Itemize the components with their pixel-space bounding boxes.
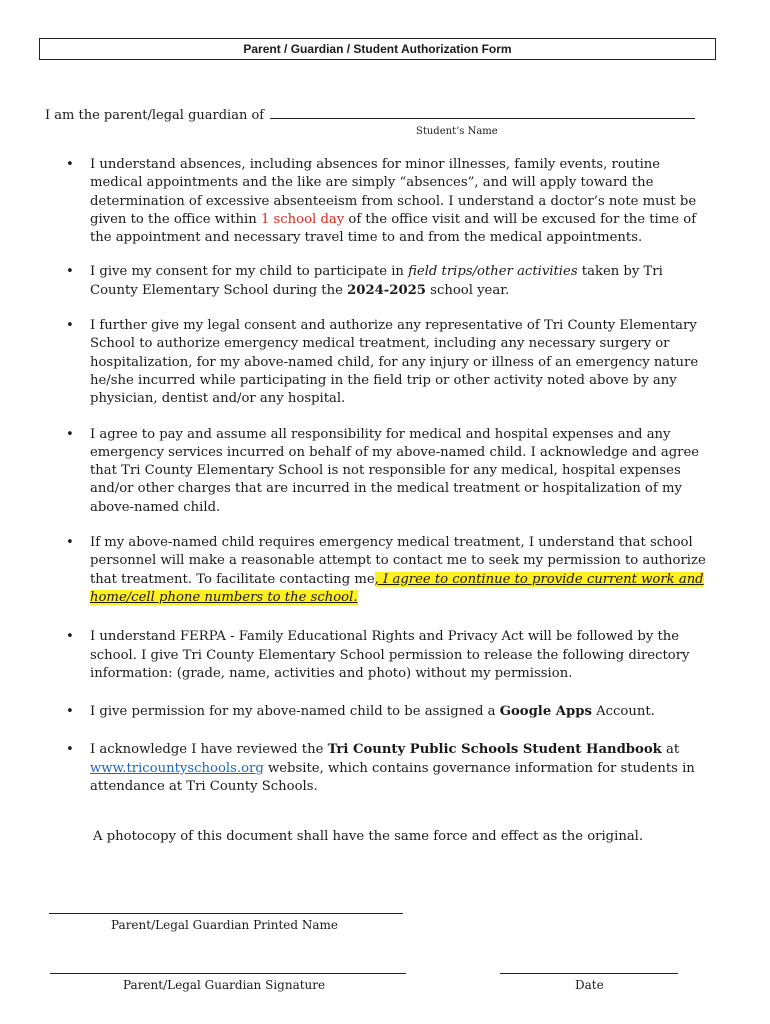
signature-label: Parent/Legal Guardian Signature [123,978,326,992]
form-title [39,38,716,60]
intro-text: I am the parent/legal guardian of [45,108,265,123]
handbook-title: Tri County Public Schools Student Handbook [327,742,662,758]
school-website-link[interactable]: www.tricountyschools.org [90,760,264,776]
field-trips-emphasis: field trips/other activities [408,264,578,280]
list-item: • I understand FERPA - Family Educational Rights and Privacy Act will be followed by the school. I give Tri County Elementary School permission to release the following directory information: (grade, name, activities and photo) without my permission. [63,628,713,683]
deadline-highlight: 1 school day [260,211,345,227]
list-item: • I further give my legal consent and authorize any representative of Tri County Elementary School to authorize emergency medical treatment, including any necessary surgery or hospitalization, for my above-named child, for any injury or illness of an emergency nature he/she incurred while participating in the field trip or other activity noted above by any physician, dentist and/or any hospital. [63,317,713,408]
printed-name-line[interactable] [49,913,403,914]
printed-name-label: Parent/Legal Guardian Printed Name [111,918,339,932]
list-item: • I understand absences, including absences for minor illnesses, family events, routine medical appointments and the like are simply “absences”, and will apply toward the determination of excessive absenteeism from school. I understand a doctor’s note must be given to the office within 1 school day of the office visit and will be excused for the time of the appointment and necessary travel time to and from the medical appointments. [63,156,713,247]
form-title-text: Parent / Guardian / Student Authorization Form [243,42,512,56]
list-item: • I acknowledge I have reviewed the Tri County Public Schools Student Handbook at www.tricountyschools.org website, which contains governance information for students in attendance at Tri County Schools. [63,741,713,796]
school-year: 2024-2025 [347,282,426,298]
list-item: • If my above-named child requires emergency medical treatment, I understand that school personnel will make a reasonable attempt to contact me to seek my permission to authorize that treatment. To facilitate contacting me, I agree to continue to provide current work and home/cell phone numbers to the school. [63,534,713,607]
date-line[interactable] [500,973,678,974]
contact-highlight: , I agree to continue to provide current work and home/cell phone numbers to the school. [90,571,704,605]
google-apps-bold: Google Apps [499,704,592,720]
signature-line[interactable] [50,973,406,974]
terms-list [63,156,713,796]
list-item: • I give my consent for my child to participate in field trips/other activities taken by Tri County Elementary School during the 2024-2025 school year. [63,263,713,300]
guardian-intro [45,105,695,123]
list-item: • I agree to pay and assume all responsibility for medical and hospital expenses and any emergency services incurred on behalf of my above-named child. I acknowledge and agree that Tri County Elementary School is not responsible for any medical, hospital expenses and/or other charges that are incurred in the medical treatment or hospitalization of my above-named child. [63,426,713,517]
list-item: • I give permission for my above-named child to be assigned a Google Apps Account. [63,703,713,721]
student-name-field[interactable] [270,105,695,119]
student-name-caption: Student’s Name [416,126,498,137]
date-label: Date [575,978,604,992]
photocopy-note: A photocopy of this document shall have the same force and effect as the original. [93,829,644,844]
